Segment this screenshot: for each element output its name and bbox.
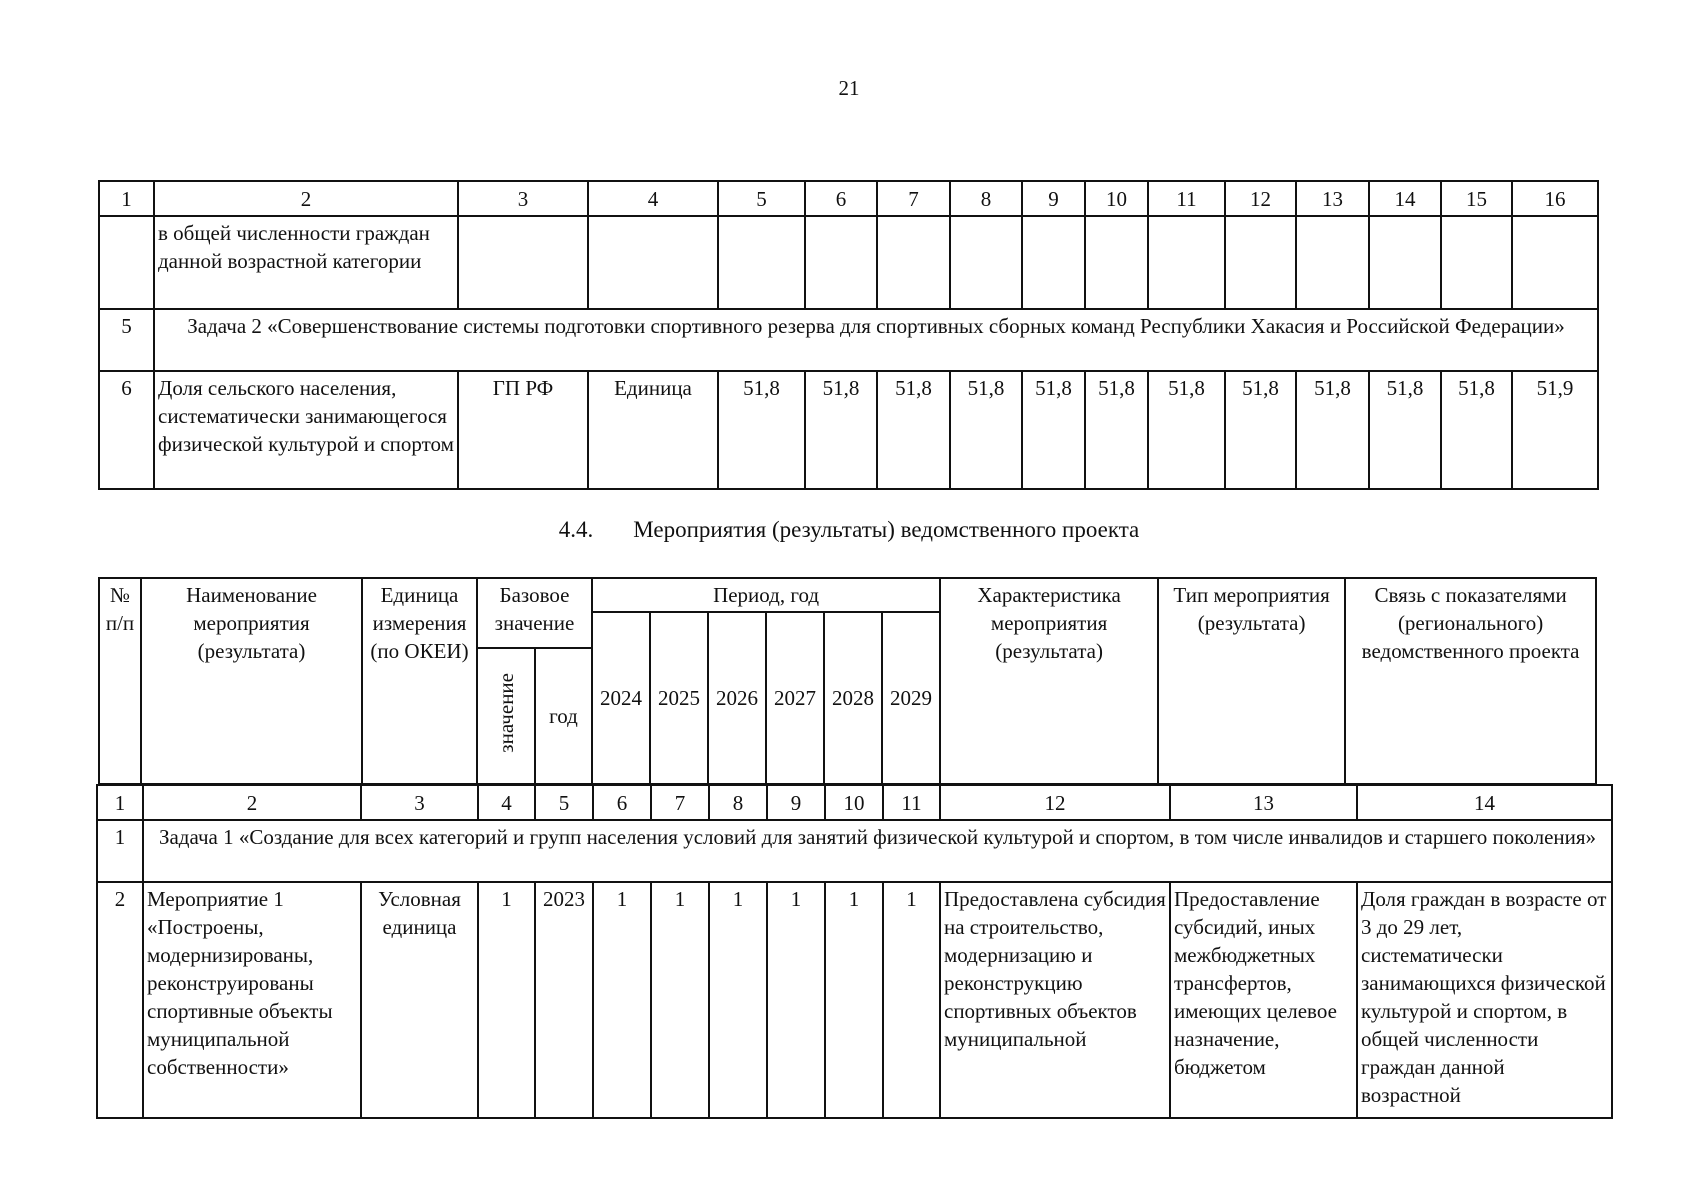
column-number: 8 (950, 181, 1022, 216)
indicator-name-continuation: в общей численности граждан данной возрастной категории (154, 216, 458, 309)
header-unit: Единица измерения (по ОКЕИ) (362, 578, 477, 784)
section-title: Мероприятия (результаты) ведомственного проекта (633, 517, 1140, 542)
event-year-value: 1 (709, 882, 767, 1118)
column-number: 13 (1170, 785, 1357, 820)
event-name: Мероприятие 1 «Построены, модернизированы, реконструированы спортивные объекты муниципальной собственности» (143, 882, 361, 1118)
task-row (97, 820, 1612, 882)
column-number-row (99, 181, 1598, 216)
event-base-year: 2023 (535, 882, 593, 1118)
row-number: 6 (99, 371, 154, 489)
indicator-row (99, 371, 1598, 489)
indicator-value: 51,8 (877, 371, 950, 489)
indicators-table (98, 180, 1599, 490)
column-number: 11 (883, 785, 940, 820)
column-number: 16 (1512, 181, 1598, 216)
column-number: 14 (1357, 785, 1612, 820)
row-number: 5 (99, 309, 154, 371)
header-base: Базовое значение (477, 578, 592, 648)
section-number: 4.4. (558, 517, 594, 542)
column-number: 2 (154, 181, 458, 216)
events-table-body (96, 784, 1613, 1119)
column-number: 15 (1441, 181, 1512, 216)
column-number: 7 (651, 785, 709, 820)
indicator-unit: Единица (588, 371, 718, 489)
column-number: 10 (825, 785, 883, 820)
header-year: 2024 (592, 612, 650, 784)
indicator-value: 51,8 (1225, 371, 1296, 489)
page-number: 21 (838, 76, 860, 100)
empty-cell (99, 216, 154, 309)
indicator-value: 51,8 (1022, 371, 1085, 489)
empty-cell (1296, 216, 1369, 309)
header-type: Тип мероприятия (результата) (1158, 578, 1345, 784)
indicator-value: 51,8 (1148, 371, 1225, 489)
row-number: 2 (97, 882, 143, 1118)
empty-cell (718, 216, 805, 309)
continuation-row (99, 216, 1598, 309)
events-table-header (98, 577, 1597, 785)
empty-cell (1085, 216, 1148, 309)
event-base-value: 1 (478, 882, 535, 1118)
indicator-value: 51,8 (1441, 371, 1512, 489)
column-number: 14 (1369, 181, 1441, 216)
empty-cell (805, 216, 877, 309)
header-base-value-cell (477, 648, 535, 784)
section-heading (0, 517, 1698, 543)
header-year: 2025 (650, 612, 708, 784)
header-year: 2026 (708, 612, 766, 784)
header-characteristic: Характеристика мероприятия (результата) (940, 578, 1158, 784)
empty-cell (1441, 216, 1512, 309)
empty-cell (588, 216, 718, 309)
event-year-value: 1 (825, 882, 883, 1118)
column-number: 1 (97, 785, 143, 820)
column-number: 6 (805, 181, 877, 216)
empty-cell (1225, 216, 1296, 309)
event-year-value: 1 (593, 882, 651, 1118)
indicator-value: 51,8 (950, 371, 1022, 489)
header-year: 2029 (882, 612, 940, 784)
column-number: 4 (478, 785, 535, 820)
event-year-value: 1 (883, 882, 940, 1118)
task-row (99, 309, 1598, 371)
event-link: Доля граждан в возрасте от 3 до 29 лет, систематически занимающихся физической культурой и спортом, в общей численности граждан данной возрастной (1357, 882, 1612, 1118)
column-number: 2 (143, 785, 361, 820)
column-number: 10 (1085, 181, 1148, 216)
column-number: 7 (877, 181, 950, 216)
column-number: 13 (1296, 181, 1369, 216)
column-number: 4 (588, 181, 718, 216)
indicator-value: 51,8 (718, 371, 805, 489)
header-period: Период, год (592, 578, 940, 612)
event-row (97, 882, 1612, 1118)
column-number: 6 (593, 785, 651, 820)
empty-cell (1022, 216, 1085, 309)
empty-cell (877, 216, 950, 309)
header-year: 2028 (824, 612, 882, 784)
column-number: 5 (535, 785, 593, 820)
column-number: 11 (1148, 181, 1225, 216)
column-number: 3 (458, 181, 588, 216)
row-number: 1 (97, 820, 143, 882)
indicator-level: ГП РФ (458, 371, 588, 489)
header-base-year: год (535, 648, 592, 784)
empty-cell (458, 216, 588, 309)
indicator-value: 51,8 (805, 371, 877, 489)
column-number: 8 (709, 785, 767, 820)
indicator-value: 51,9 (1512, 371, 1598, 489)
header-year: 2027 (766, 612, 824, 784)
column-number: 1 (99, 181, 154, 216)
empty-cell (1369, 216, 1441, 309)
column-number: 5 (718, 181, 805, 216)
indicator-value: 51,8 (1085, 371, 1148, 489)
empty-cell (1148, 216, 1225, 309)
indicator-name: Доля сельского населения, систематически занимающегося физической культурой и спортом (154, 371, 458, 489)
column-number: 3 (361, 785, 478, 820)
empty-cell (1512, 216, 1598, 309)
event-type: Предоставление субсидий, иных межбюджетных трансфертов, имеющих целевое назначение, бюджетом (1170, 882, 1357, 1118)
indicator-value: 51,8 (1296, 371, 1369, 489)
header-num: № п/п (99, 578, 141, 784)
column-number: 9 (767, 785, 825, 820)
event-unit: Условная единица (361, 882, 478, 1118)
header-base-value: значение (494, 672, 518, 753)
empty-cell (950, 216, 1022, 309)
event-characteristic: Предоставлена субсидия на строительство, модернизацию и реконструкцию спортивных объектов муниципальной (940, 882, 1170, 1118)
column-number: 12 (1225, 181, 1296, 216)
column-number: 12 (940, 785, 1170, 820)
event-year-value: 1 (767, 882, 825, 1118)
task-title: Задача 2 «Совершенствование системы подготовки спортивного резерва для спортивных сборных команд Республики Хакасия и Российской Федерации» (154, 309, 1598, 371)
header-link: Связь с показателями (регионального) ведомственного проекта (1345, 578, 1596, 784)
column-number-row (97, 785, 1612, 820)
header-name: Наименование мероприятия (результата) (141, 578, 362, 784)
column-number: 9 (1022, 181, 1085, 216)
event-year-value: 1 (651, 882, 709, 1118)
task-title: Задача 1 «Создание для всех категорий и групп населения условий для занятий физической культурой и спортом, в том числе инвалидов и старшего поколения» (143, 820, 1612, 882)
indicator-value: 51,8 (1369, 371, 1441, 489)
